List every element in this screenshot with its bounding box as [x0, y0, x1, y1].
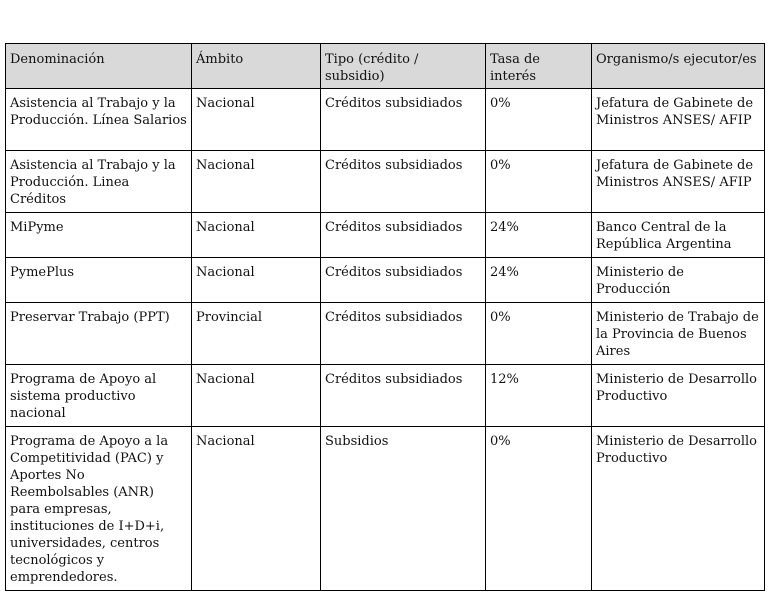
table-row — [6, 427, 765, 591]
cell-organismo: Banco Central de la República Argentina — [592, 213, 765, 258]
cell-tasa: 24% — [486, 258, 592, 303]
cell-ambito: Nacional — [192, 258, 321, 303]
cell-organismo: Jefatura de Gabinete de Ministros ANSES/ AFIP — [592, 89, 765, 151]
table-row — [6, 151, 765, 213]
table-row — [6, 213, 765, 258]
cell-tipo: Créditos subsidiados — [321, 258, 486, 303]
cell-ambito: Nacional — [192, 89, 321, 151]
cell-organismo: Jefatura de Gabinete de Ministros ANSES/ AFIP — [592, 151, 765, 213]
cell-tasa: 0% — [486, 303, 592, 365]
cell-denominacion: Preservar Trabajo (PPT) — [6, 303, 192, 365]
cell-tipo: Créditos subsidiados — [321, 213, 486, 258]
header-organismo: Organismo/s ejecutor/es — [592, 44, 765, 89]
header-denominacion: Denominación — [6, 44, 192, 89]
table-row — [6, 89, 765, 151]
cell-organismo: Ministerio de Desarrollo Productivo — [592, 427, 765, 591]
cell-tasa: 24% — [486, 213, 592, 258]
cell-denominacion: Asistencia al Trabajo y la Producción. Línea Salarios — [6, 89, 192, 151]
cell-tipo: Créditos subsidiados — [321, 365, 486, 427]
table-row — [6, 303, 765, 365]
table-row — [6, 258, 765, 303]
cell-tasa: 12% — [486, 365, 592, 427]
table-row — [6, 365, 765, 427]
header-ambito: Ámbito — [192, 44, 321, 89]
table-body — [6, 89, 765, 591]
cell-tipo: Créditos subsidiados — [321, 151, 486, 213]
cell-organismo: Ministerio de Desarrollo Productivo — [592, 365, 765, 427]
cell-organismo: Ministerio de Producción — [592, 258, 765, 303]
cell-ambito: Nacional — [192, 213, 321, 258]
cell-tasa: 0% — [486, 89, 592, 151]
cell-denominacion: Programa de Apoyo al sistema productivo nacional — [6, 365, 192, 427]
cell-ambito: Nacional — [192, 151, 321, 213]
header-tipo: Tipo (crédito / subsidio) — [321, 44, 486, 89]
header-tasa: Tasa de interés — [486, 44, 592, 89]
cell-organismo: Ministerio de Trabajo de la Provincia de Buenos Aires — [592, 303, 765, 365]
cell-tasa: 0% — [486, 427, 592, 591]
cell-denominacion: Programa de Apoyo a la Competitividad (PAC) y Aportes No Reembolsables (ANR) para empresas, instituciones de I+D+i, universidades, centros tecnológicos y emprendedores. — [6, 427, 192, 591]
cell-denominacion: MiPyme — [6, 213, 192, 258]
cell-tasa: 0% — [486, 151, 592, 213]
cell-denominacion: PymePlus — [6, 258, 192, 303]
cell-tipo: Créditos subsidiados — [321, 303, 486, 365]
cell-tipo: Créditos subsidiados — [321, 89, 486, 151]
cell-ambito: Provincial — [192, 303, 321, 365]
header-row — [6, 44, 765, 89]
cell-denominacion: Asistencia al Trabajo y la Producción. Linea Créditos — [6, 151, 192, 213]
cell-ambito: Nacional — [192, 365, 321, 427]
cell-tipo: Subsidios — [321, 427, 486, 591]
programs-table — [5, 43, 765, 591]
cell-ambito: Nacional — [192, 427, 321, 591]
table-header — [6, 44, 765, 89]
